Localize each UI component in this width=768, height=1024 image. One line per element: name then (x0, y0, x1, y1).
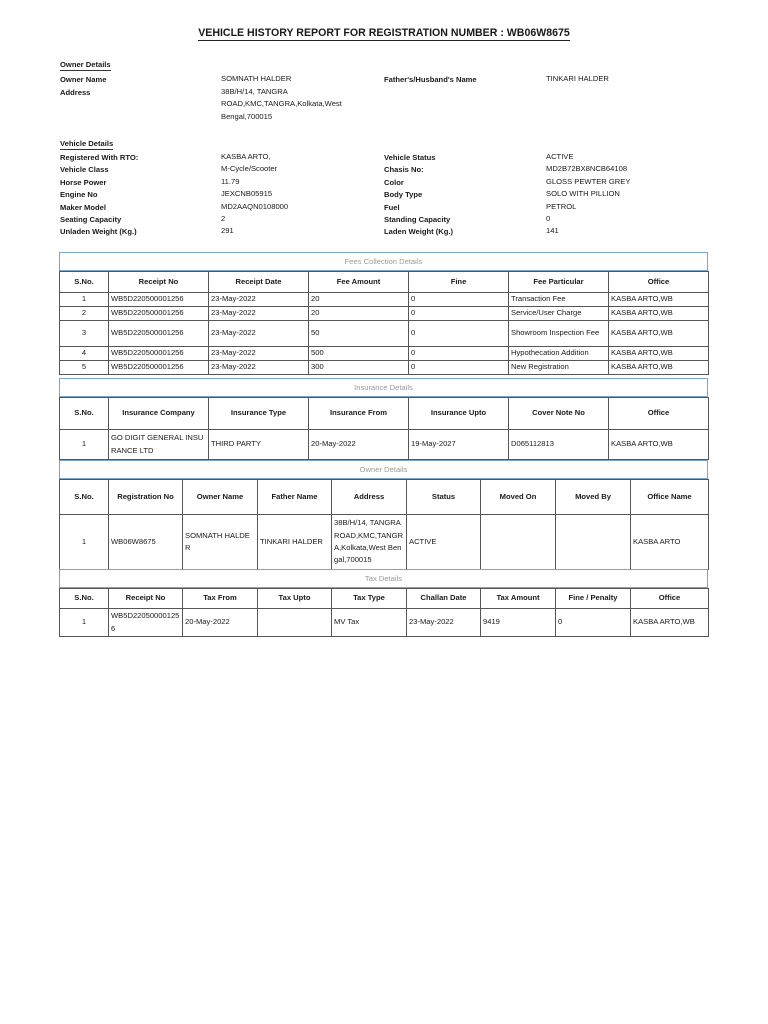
table-row (60, 347, 709, 361)
tax-band: Tax Details (59, 569, 708, 588)
vehicle-field-value: GLOSS PEWTER GREY (546, 176, 631, 186)
owner-name-value: SOMNATH HALDER (221, 74, 292, 83)
table-cell: 20 (309, 307, 409, 321)
vehicle-field-label: Standing Capacity (384, 215, 451, 224)
table-cell: Showroom Inspection Fee (509, 321, 609, 347)
table-cell: 4 (60, 347, 109, 361)
vehicle-field-label: Chasis No: (384, 165, 424, 175)
report-title (0, 27, 768, 39)
column-header: Challan Date (407, 589, 481, 609)
table-cell: WB5D220500001256 (109, 609, 183, 637)
table-cell: 23-May-2022 (407, 609, 481, 637)
table-cell: 38B/H/14, TANGRA ROAD,KMC,TANGRA,Kolkata,West Bengal,700015 (332, 515, 407, 570)
table-header-row (60, 272, 709, 293)
table-cell: 20 (309, 293, 409, 307)
table-cell: WB5D220500001256 (109, 321, 209, 347)
table-cell: KASBA ARTO,WB (609, 430, 709, 460)
column-header: Receipt No (109, 272, 209, 293)
insurance-band: Insurance Details (59, 378, 708, 397)
vehicle-field-label: Vehicle Class (60, 165, 109, 175)
vehicle-field-value: KASBA ARTO, (221, 152, 271, 161)
fees-table (59, 271, 709, 375)
column-header: S.No. (60, 272, 109, 293)
column-header: Moved By (556, 480, 631, 515)
table-cell: 3 (60, 321, 109, 347)
table-cell (481, 515, 556, 570)
table-cell: WB06W8675 (109, 515, 183, 570)
table-cell: WB5D220500001256 (109, 307, 209, 321)
father-name-value: TINKARI HALDER (546, 74, 609, 83)
table-cell: 0 (409, 293, 509, 307)
insurance-table (59, 397, 709, 460)
column-header: Office (631, 589, 709, 609)
table-cell: 5 (60, 361, 109, 375)
table-cell: 23-May-2022 (209, 361, 309, 375)
vehicle-field-label: Vehicle Status (384, 153, 436, 162)
table-cell: Transaction Fee (509, 293, 609, 307)
column-header: Receipt Date (209, 272, 309, 293)
column-header: Office (609, 398, 709, 430)
table-cell: WB5D220500001256 (109, 361, 209, 375)
table-row (60, 430, 709, 460)
vehicle-field-value: M-Cycle/Scooter (221, 164, 278, 174)
vehicle-field-value: 291 (221, 226, 234, 236)
column-header: Receipt No (109, 589, 183, 609)
table-cell: Service/User Charge (509, 307, 609, 321)
table-cell: 1 (60, 293, 109, 307)
table-cell: 0 (556, 609, 631, 637)
table-cell: KASBA ARTO,WB (609, 361, 709, 375)
vehicle-field-value: MD2AAQN0108000 (221, 201, 289, 211)
column-header: Office Name (631, 480, 709, 515)
vehicle-field-value: PETROL (546, 201, 577, 211)
table-cell: 1 (60, 609, 109, 637)
owner-history-table (59, 479, 709, 570)
table-row (60, 293, 709, 307)
column-header: Office (609, 272, 709, 293)
vehicle-field-value: 2 (221, 214, 226, 223)
table-cell: TINKARI HALDER (258, 515, 332, 570)
table-cell: KASBA ARTO,WB (631, 609, 709, 637)
column-header: Insurance Company (109, 398, 209, 430)
vehicle-field-value: MD2B72BX8NCB64108 (546, 164, 628, 174)
column-header: Insurance Type (209, 398, 309, 430)
table-cell (258, 609, 332, 637)
column-header: Fee Amount (309, 272, 409, 293)
table-header-row (60, 589, 709, 609)
table-cell: GO DIGIT GENERAL INSURANCE LTD (109, 430, 209, 460)
table-cell (556, 515, 631, 570)
vehicle-field-label: Laden Weight (Kg.) (384, 227, 454, 237)
table-cell: New Registration (509, 361, 609, 375)
table-row (60, 321, 709, 347)
table-cell: 300 (309, 361, 409, 375)
table-cell: 0 (409, 361, 509, 375)
owner-name-label: Owner Name (60, 75, 107, 84)
vehicle-field-label: Fuel (384, 202, 400, 212)
vehicle-field-value: 11.79 (221, 176, 240, 186)
column-header: Cover Note No (509, 398, 609, 430)
table-cell: KASBA ARTO,WB (609, 293, 709, 307)
column-header: S.No. (60, 398, 109, 430)
table-cell: 500 (309, 347, 409, 361)
column-header: Tax Type (332, 589, 407, 609)
vehicle-field-label: Horse Power (60, 177, 107, 187)
table-cell: KASBA ARTO (631, 515, 709, 570)
table-cell: 20-May-2022 (309, 430, 409, 460)
table-cell: 2 (60, 307, 109, 321)
vehicle-field-label: Seating Capacity (60, 215, 122, 224)
table-cell: 23-May-2022 (209, 293, 309, 307)
table-cell: 0 (409, 347, 509, 361)
table-row (60, 609, 709, 637)
column-header: Fine (409, 272, 509, 293)
column-header: Registration No (109, 480, 183, 515)
vehicle-field-label: Color (384, 177, 404, 187)
column-header: Father Name (258, 480, 332, 515)
vehicle-field-value: 0 (546, 214, 551, 223)
table-cell: 23-May-2022 (209, 321, 309, 347)
column-header: Tax Amount (481, 589, 556, 609)
vehicle-field-label: Engine No (60, 190, 98, 200)
table-header-row (60, 480, 709, 515)
column-header: Address (332, 480, 407, 515)
owner-history-band: Owner Details (59, 460, 708, 479)
vehicle-field-value: JEXCNB05915 (221, 189, 273, 199)
table-cell: MV Tax (332, 609, 407, 637)
table-cell: KASBA ARTO,WB (609, 347, 709, 361)
table-cell: 0 (409, 321, 509, 347)
table-cell: 23-May-2022 (209, 307, 309, 321)
table-cell: ACTIVE (407, 515, 481, 570)
column-header: Tax From (183, 589, 258, 609)
table-cell: KASBA ARTO,WB (609, 321, 709, 347)
vehicle-field-label: Unladen Weight (Kg.) (60, 227, 137, 237)
vehicle-field-value: SOLO WITH PILLION (546, 189, 620, 199)
table-row (60, 515, 709, 570)
report-title-text: VEHICLE HISTORY REPORT FOR REGISTRATION NUMBER : WB06W8675 (198, 27, 570, 39)
vehicle-field-label: Maker Model (60, 202, 106, 212)
column-header: Fee Particular (509, 272, 609, 293)
table-cell: KASBA ARTO,WB (609, 307, 709, 321)
father-name-label: Father's/Husband's Name (384, 75, 477, 84)
vehicle-field-label: Body Type (384, 190, 423, 200)
table-header-row (60, 398, 709, 430)
vehicle-field-label: Registered With RTO: (60, 153, 139, 162)
column-header: Status (407, 480, 481, 515)
address-label: Address (60, 88, 91, 97)
table-row (60, 361, 709, 375)
table-cell: 9419 (481, 609, 556, 637)
table-cell: 23-May-2022 (209, 347, 309, 361)
column-header: S.No. (60, 589, 109, 609)
table-cell: 50 (309, 321, 409, 347)
table-cell: 0 (409, 307, 509, 321)
table-row (60, 307, 709, 321)
vehicle-field-value: 141 (546, 226, 559, 236)
column-header: Owner Name (183, 480, 258, 515)
table-cell: D065112813 (509, 430, 609, 460)
table-cell: Hypothecation Addition (509, 347, 609, 361)
table-cell: SOMNATH HALDER (183, 515, 258, 570)
table-cell: 1 (60, 430, 109, 460)
table-cell: WB5D220500001256 (109, 293, 209, 307)
owner-details-heading: Owner Details (60, 60, 111, 69)
vehicle-field-value: ACTIVE (546, 152, 574, 161)
table-cell: 20-May-2022 (183, 609, 258, 637)
column-header: S.No. (60, 480, 109, 515)
vehicle-details-heading: Vehicle Details (60, 139, 114, 148)
tax-table (59, 588, 709, 637)
column-header: Insurance From (309, 398, 409, 430)
table-cell: WB5D220500001256 (109, 347, 209, 361)
table-cell: 19-May-2027 (409, 430, 509, 460)
table-cell: 1 (60, 515, 109, 570)
column-header: Insurance Upto (409, 398, 509, 430)
column-header: Moved On (481, 480, 556, 515)
table-cell: THIRD PARTY (209, 430, 309, 460)
column-header: Fine / Penalty (556, 589, 631, 609)
fees-band: Fees Collection Details (59, 252, 708, 271)
column-header: Tax Upto (258, 589, 332, 609)
address-value: 38B/H/14, TANGRA ROAD,KMC,TANGRA,Kolkata,West Bengal,700015 (221, 87, 342, 121)
